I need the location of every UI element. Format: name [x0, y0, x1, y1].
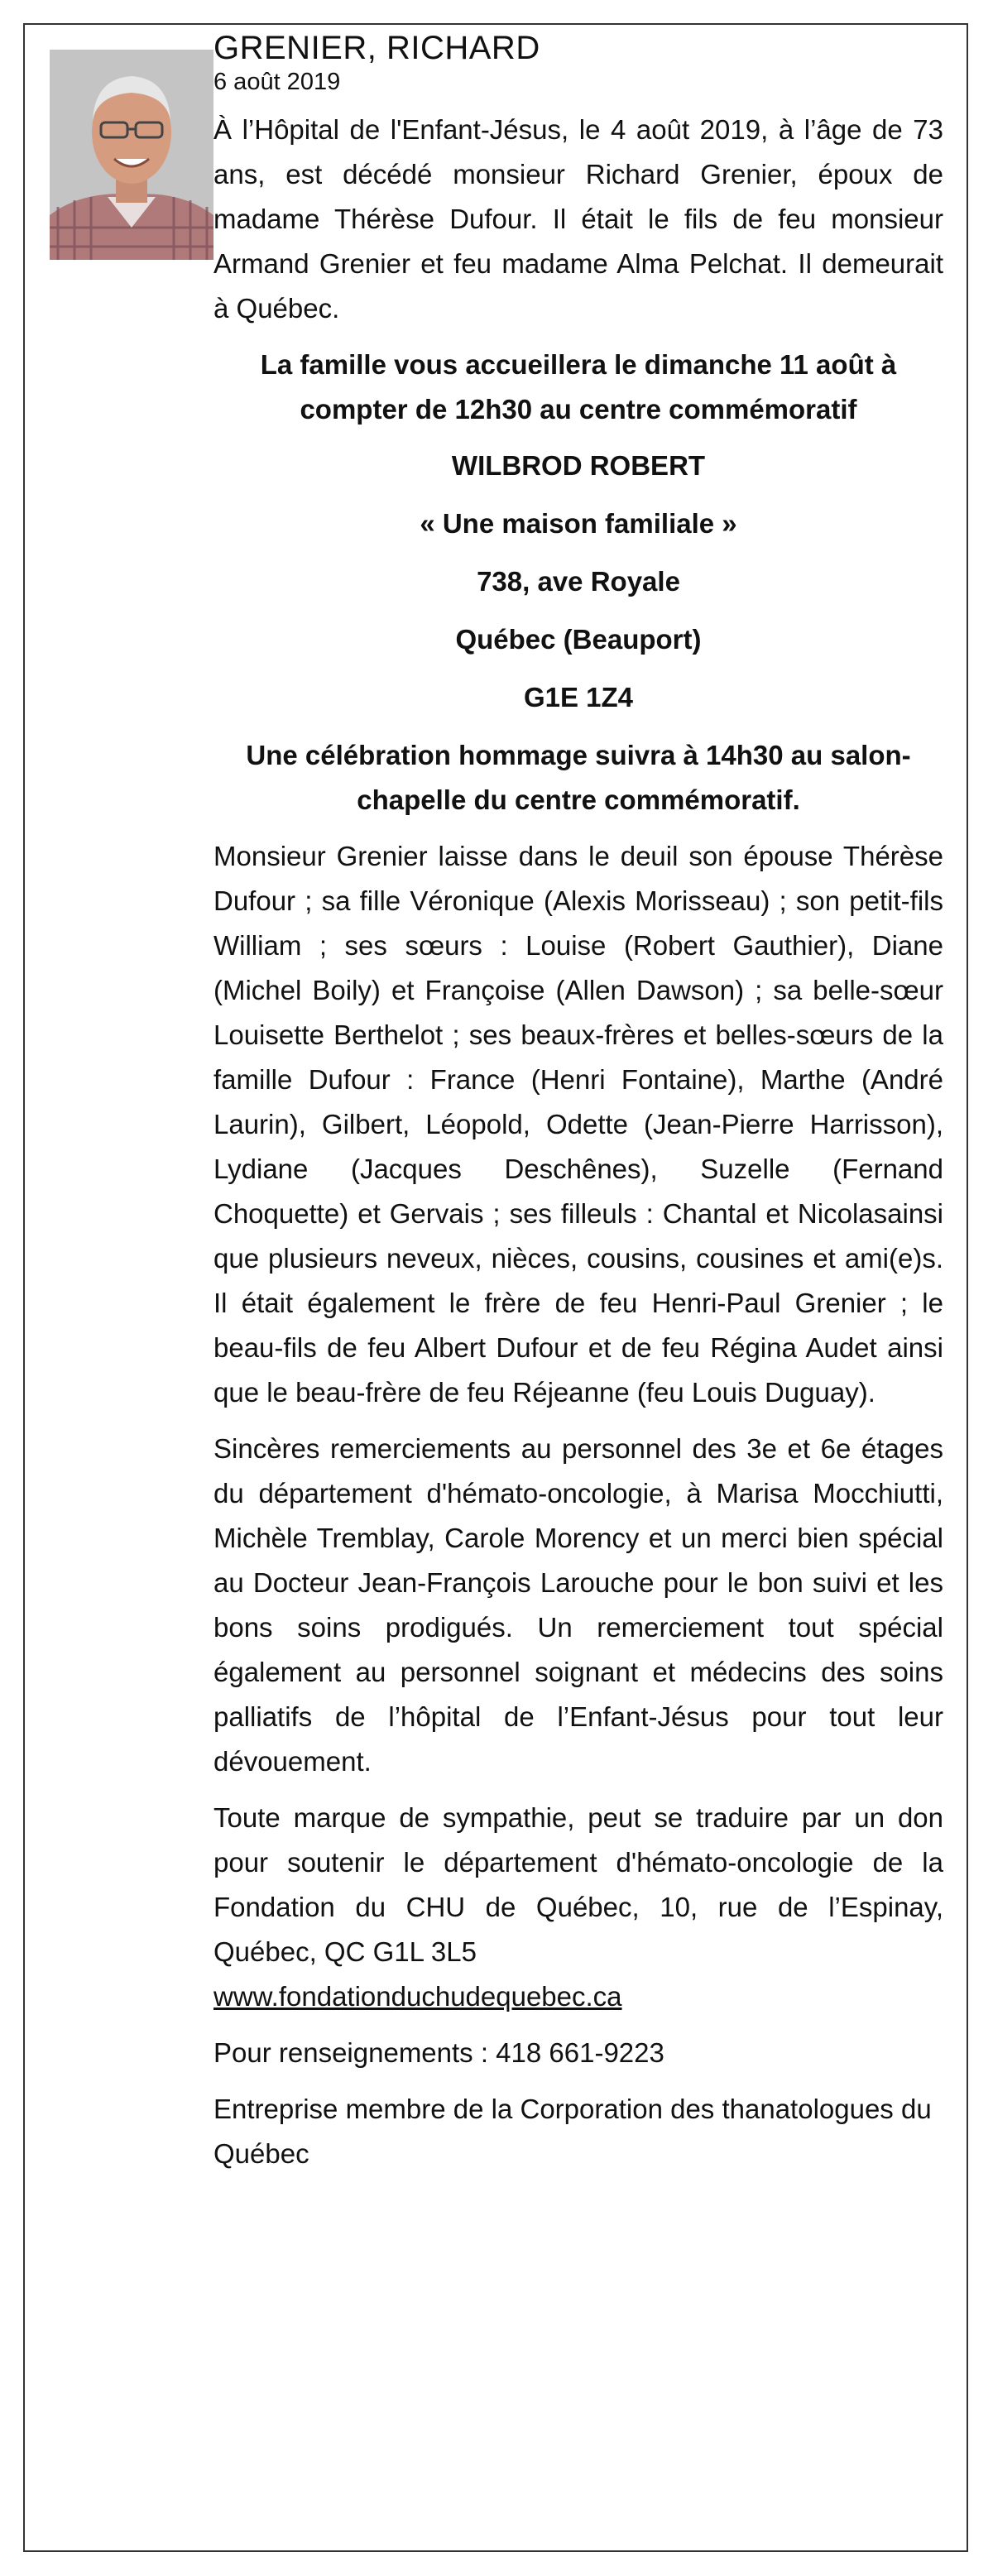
venue-postal-code: G1E 1Z4: [523, 682, 634, 712]
visitation-notice: La famille vous accueillera le dimanche 11 août à compter de 12h30 au centre commémoratif: [260, 349, 897, 425]
venue-street: 738, ave Royale: [477, 566, 680, 597]
footer-text: Entreprise membre de la Corporation des thanatologues du Québec: [213, 2094, 932, 2169]
survivors-paragraph: Monsieur Grenier laisse dans le deuil son épouse Thérèse Dufour ; sa fille Véronique (Alexis Morisseau) ; son petit-fils William ; ses sœurs : Louise (Robert Gauthier), Diane (Michel Boily) et Françoise (Allen Dawson) ; sa belle-sœur Louisette Berthelot ; ses beaux-frères et belles-sœurs de la famille Dufour : France (Henri Fontaine), Marthe (André Laurin), Gilbert, Léopold, Odette (Jean-Pierre Harrisson), Lydiane (Jacques Deschênes), Suzelle (Fernand Choquette) et Gervais ; ses filleuls : Chantal et Nicolasainsi que plusieurs neveux, nièces, cousins, cousines et ami(e)s. Il était également le frère de feu Henri-Paul Grenier ; le beau-fils de feu Albert Dufour et de feu Régina Audet ainsi que le beau-frère de feu Réjeanne (feu Louis Duguay).: [213, 841, 943, 1408]
thanks-paragraph: Sincères remerciements au personnel des 3e et 6e étages du département d'hémato-oncologie, à Marisa Mocchiutti, Michèle Tremblay, Carole Morency et un merci bien spécial au Docteur Jean-François Larouche pour le bon suivi et les bons soins prodigués. Un remerciement tout spécial également au personnel soignant et médecins des soins palliatifs de l’hôpital de l’Enfant-Jésus pour tout leur dévouement.: [213, 1433, 943, 1777]
obituary-content: [213, 28, 943, 2188]
venue-city: Québec (Beauport): [455, 624, 702, 655]
venue-name: WILBROD ROBERT: [451, 450, 706, 481]
deceased-name: GRENIER, RICHARD: [213, 30, 540, 66]
intro-paragraph: À l’Hôpital de l'Enfant-Jésus, le 4 août 2019, à l’âge de 73 ans, est décédé monsieur Richard Grenier, époux de madame Thérèse Dufour. Il était le fils de feu monsieur Armand Grenier et feu madame Alma Pelchat. Il demeurait à Québec.: [213, 114, 943, 324]
ceremony-notice: Une célébration hommage suivra à 14h30 au salon-chapelle du centre commémoratif.: [246, 740, 911, 815]
donation-text: Toute marque de sympathie, peut se traduire par un don pour soutenir le département d'hémato-oncologie de la Fondation du CHU de Québec, 10, rue de l’Espinay, Québec, QC G1L 3L5: [213, 1802, 943, 1967]
info-line: Pour renseignements : 418 661-9223: [213, 2037, 664, 2068]
publication-date: 6 août 2019: [213, 69, 341, 95]
foundation-link[interactable]: www.fondationduchudequebec.ca: [213, 1981, 622, 2012]
donation-link-line: [213, 1974, 943, 2019]
donation-paragraph: [213, 1796, 943, 1974]
portrait-image: [50, 50, 213, 260]
portrait-photo: [50, 50, 213, 260]
venue-tagline: « Une maison familiale »: [420, 508, 737, 539]
